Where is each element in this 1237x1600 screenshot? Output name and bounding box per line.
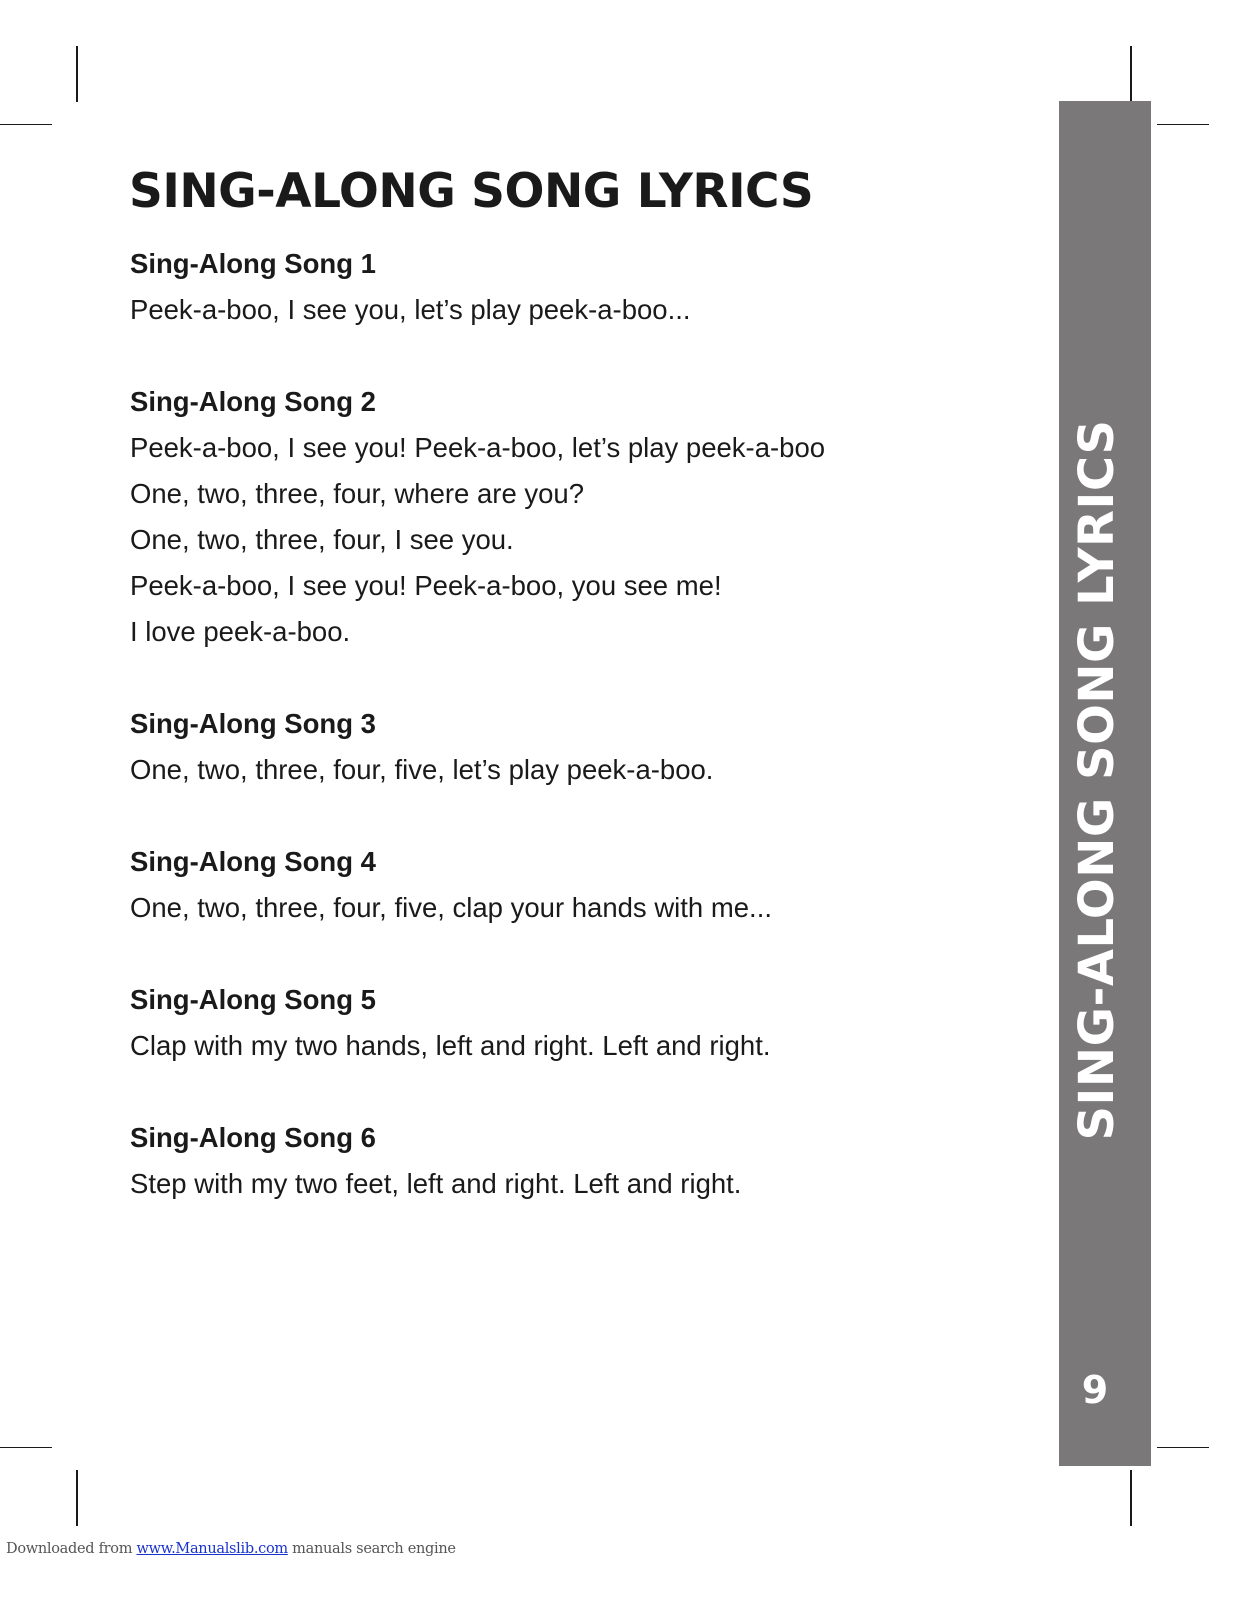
- page-title: SING-ALONG SONG LYRICS: [129, 164, 814, 219]
- song-2: [130, 379, 1030, 655]
- lyric-line: I love peek-a-boo.: [130, 616, 351, 647]
- side-tab-label: SING-ALONG SONG LYRICS: [1069, 419, 1125, 1141]
- song-5: [130, 977, 1030, 1069]
- song-heading: Sing-Along Song 2: [130, 386, 376, 417]
- lyric-line: Peek-a-boo, I see you! Peek-a-boo, you see me!: [130, 570, 722, 601]
- song-6: [130, 1115, 1030, 1207]
- crop-mark-bottom-left-horizontal: [0, 1447, 52, 1448]
- lyric-line: Peek-a-boo, I see you, let’s play peek-a-boo...: [130, 294, 691, 325]
- song-3: [130, 701, 1030, 793]
- crop-mark-bottom-left-vertical: [76, 1470, 78, 1526]
- lyric-line: One, two, three, four, five, let’s play peek-a-boo.: [130, 754, 714, 785]
- crop-mark-bottom-right-vertical: [1130, 1470, 1132, 1526]
- manualslib-link[interactable]: www.Manualslib.com: [136, 1541, 288, 1557]
- footer-suffix: manuals search engine: [287, 1541, 456, 1557]
- song-heading: Sing-Along Song 3: [130, 708, 376, 739]
- lyric-line: One, two, three, four, where are you?: [130, 478, 585, 509]
- crop-mark-top-left-vertical: [76, 46, 78, 102]
- download-footer: [6, 1541, 456, 1557]
- lyric-line: One, two, three, four, I see you.: [130, 524, 514, 555]
- song-heading: Sing-Along Song 6: [130, 1122, 376, 1153]
- lyric-line: One, two, three, four, five, clap your hands with me...: [130, 892, 772, 923]
- lyric-line: Clap with my two hands, left and right. Left and right.: [130, 1030, 771, 1061]
- song-heading: Sing-Along Song 4: [130, 846, 376, 877]
- page-number: 9: [1081, 1368, 1109, 1412]
- crop-mark-bottom-right-horizontal: [1157, 1447, 1209, 1448]
- crop-mark-top-right-horizontal: [1157, 124, 1209, 125]
- lyric-line: Step with my two feet, left and right. Left and right.: [130, 1168, 742, 1199]
- song-1: [130, 241, 1030, 333]
- lyric-line: Peek-a-boo, I see you! Peek-a-boo, let’s play peek-a-boo: [130, 432, 826, 463]
- song-4: [130, 839, 1030, 931]
- crop-mark-top-right-vertical: [1130, 46, 1132, 102]
- footer-prefix: Downloaded from: [6, 1541, 137, 1557]
- song-list: [130, 241, 1030, 1253]
- crop-mark-top-left-horizontal: [0, 124, 52, 125]
- song-heading: Sing-Along Song 5: [130, 984, 376, 1015]
- song-heading: Sing-Along Song 1: [130, 248, 376, 279]
